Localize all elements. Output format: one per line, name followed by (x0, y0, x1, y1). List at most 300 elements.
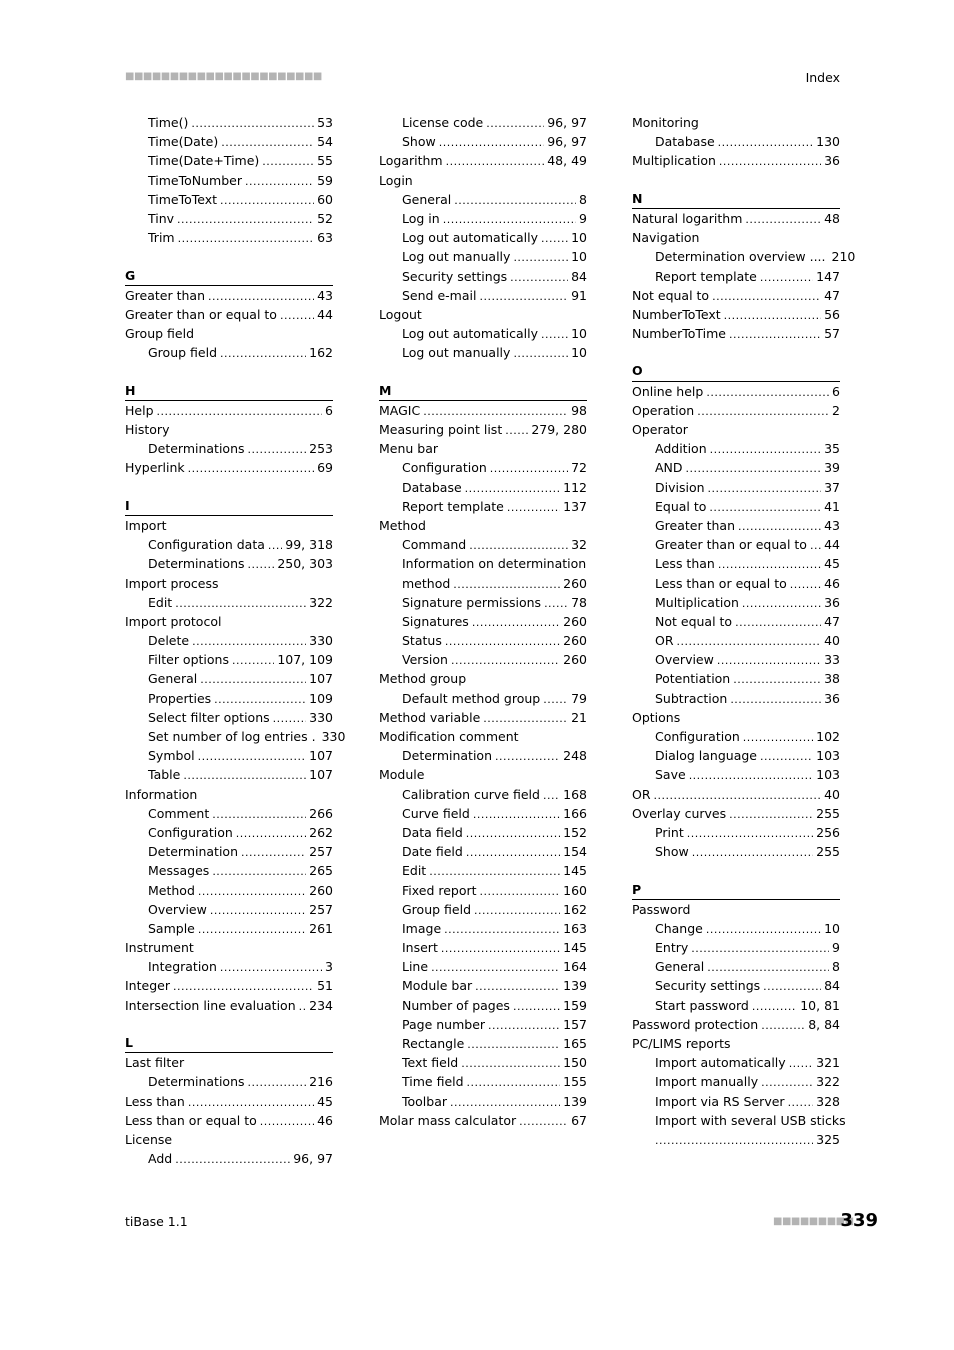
index-entry (125, 612, 333, 631)
index-entry (379, 1015, 587, 1034)
index-entry-label: Addition (655, 441, 707, 457)
index-entry-label: Help (125, 402, 154, 418)
index-entry-page: 9 (832, 940, 840, 956)
index-entry-page: 41 (824, 498, 840, 514)
index-entry (632, 247, 856, 266)
index-entry (379, 401, 587, 420)
index-entry-page: 109 (309, 690, 333, 706)
index-entry-label: Properties (148, 690, 212, 706)
index-entry-page: 162 (309, 345, 333, 361)
leader-dots (220, 191, 314, 210)
index-entry (632, 458, 840, 477)
index-entry-label: Rectangle (402, 1036, 465, 1051)
leader-dots (465, 479, 560, 498)
index-entry-label: TimeToNumber (148, 172, 242, 188)
leader-dots (466, 824, 560, 843)
index-entry (632, 919, 840, 938)
index-entry-page: 10 (824, 920, 840, 936)
leader-dots (212, 862, 306, 881)
header-decoration: ■■■■■■■■■■■■■■■■■■■■■■ (125, 71, 322, 82)
index-entry-page: 155 (563, 1074, 587, 1090)
index-entry-label: Potentiation (655, 671, 731, 687)
index-entry (125, 785, 333, 804)
leader-dots (486, 114, 544, 133)
index-entry-label: TimeToText (148, 191, 218, 207)
index-entry (379, 785, 587, 804)
leader-dots (488, 1016, 560, 1035)
index-entry-label: Group field (402, 901, 472, 917)
index-entry (632, 439, 840, 458)
index-entry-label: Determinations (148, 441, 245, 457)
index-entry-page: 253 (309, 441, 333, 457)
index-entry (379, 976, 587, 995)
leader-dots (729, 805, 813, 824)
index-entry-page: 48, 49 (547, 153, 587, 169)
leader-dots (173, 977, 314, 996)
index-entry (632, 574, 840, 593)
index-entry-page: 279, 280 (531, 422, 587, 437)
leader-dots (687, 824, 813, 843)
leader-dots (208, 287, 314, 306)
leader-dots (260, 1112, 314, 1131)
index-entry (379, 267, 587, 286)
index-column-3 (632, 113, 856, 1149)
leader-dots (469, 536, 568, 555)
leader-dots (543, 786, 560, 805)
index-entry-page: 32 (571, 537, 587, 553)
leader-dots (188, 1093, 314, 1112)
index-entry-page: 57 (824, 326, 840, 342)
index-entry (632, 132, 840, 151)
index-entry-page: 166 (563, 805, 587, 821)
index-entry-label: Measuring point list (379, 422, 503, 437)
index-entry-label: Page number (402, 1016, 486, 1032)
index-entry-page: 35 (824, 441, 840, 457)
index-entry (379, 478, 587, 497)
index-entry (632, 785, 840, 804)
leader-dots (689, 766, 813, 785)
leader-dots (513, 344, 568, 363)
index-entry-label: Logarithm (379, 153, 443, 169)
leader-dots (729, 325, 821, 344)
index-entry (632, 612, 840, 631)
index-entry-label: Tinv (148, 210, 175, 226)
leader-dots (473, 805, 560, 824)
index-entry-label: Options (632, 709, 681, 725)
leader-dots (789, 1054, 813, 1073)
index-entry-label: Equal to (655, 498, 707, 514)
index-entry-label: Status (402, 633, 442, 649)
index-entry-label: Show (402, 134, 436, 150)
leader-dots (677, 632, 822, 651)
index-entry-label: Molar mass calculator (379, 1112, 517, 1128)
index-entry-label: Module (379, 767, 425, 783)
index-entry-page: 9 (579, 210, 587, 226)
index-entry (632, 535, 840, 554)
index-entry (632, 823, 840, 842)
leader-dots (443, 210, 576, 229)
leader-dots (178, 229, 315, 248)
index-entry-label: Hyperlink (125, 460, 185, 476)
leader-dots (475, 977, 560, 996)
index-entry-page: 6 (325, 402, 333, 418)
index-entry (632, 554, 840, 573)
index-section-heading: P (632, 881, 840, 900)
leader-dots (241, 843, 306, 862)
leader-dots (299, 997, 307, 1016)
index-entry (125, 881, 333, 900)
index-entry (379, 228, 587, 247)
leader-dots (709, 498, 821, 517)
index-entry (125, 804, 333, 823)
index-entry (632, 382, 840, 401)
index-entry (125, 324, 333, 343)
index-entry-label: Filter options (148, 652, 229, 668)
index-entry-label: History (125, 422, 170, 437)
index-entry-label: Import automatically (655, 1055, 786, 1071)
index-entry (125, 689, 333, 708)
leader-dots (429, 862, 560, 881)
index-entry-label: Instrument (125, 940, 194, 956)
index-entry-label: Import via RS Server (655, 1093, 785, 1109)
index-entry-label: method (402, 575, 451, 591)
index-entry (125, 593, 333, 612)
leader-dots (735, 613, 821, 632)
index-entry (632, 1111, 846, 1130)
index-entry-page: 322 (309, 594, 333, 610)
index-entry-page: 59 (317, 172, 333, 188)
index-entry-label: Greater than or equal to (125, 306, 277, 322)
index-entry (632, 209, 840, 228)
index-entry-label: Last filter (125, 1055, 185, 1071)
index-entry (125, 861, 333, 880)
index-entry (379, 861, 587, 880)
index-entry (379, 957, 587, 976)
index-entry-label: Change (655, 920, 703, 936)
index-section-heading: M (379, 382, 587, 401)
index-entry (379, 190, 587, 209)
index-entry-page: 37 (824, 479, 840, 495)
leader-dots (177, 210, 314, 229)
index-entry-label: Password (632, 901, 691, 917)
index-entry-label: Method group (379, 671, 467, 687)
index-entry (125, 190, 333, 209)
index-entry-label: Less than (655, 556, 715, 572)
index-entry (379, 765, 587, 784)
index-column-1 (125, 113, 346, 1168)
index-entry-label: License code (402, 115, 484, 130)
index-entry-page: 330 (321, 729, 346, 744)
index-entry-label: Group field (148, 345, 218, 361)
index-entry (632, 842, 840, 861)
index-entry-page: 107, 109 (277, 652, 333, 668)
index-entry-label: Entry (655, 940, 689, 956)
index-entry-label: Security settings (402, 268, 508, 284)
index-entry (125, 919, 333, 938)
index-entry (125, 516, 333, 535)
index-entry (379, 842, 587, 861)
leader-dots (505, 421, 528, 440)
leader-dots (423, 402, 568, 421)
index-entry-page: 84 (824, 978, 840, 994)
index-entry-page: 112 (563, 479, 587, 495)
index-entry-label: Import process (125, 575, 219, 591)
index-entry-label: Integration (148, 959, 217, 975)
index-entry (632, 151, 840, 170)
leader-dots (157, 402, 323, 421)
index-entry (379, 458, 587, 477)
leader-dots (467, 1073, 561, 1092)
index-entry (379, 631, 587, 650)
index-entry-page: 47 (824, 287, 840, 303)
index-entry-label: Less than or equal to (655, 575, 787, 591)
leader-dots (655, 1131, 813, 1150)
index-entry-label: Menu bar (379, 441, 439, 457)
leader-dots (752, 997, 797, 1016)
index-entry (379, 574, 587, 593)
index-entry-page: 84 (571, 268, 587, 284)
index-entry (125, 1130, 333, 1149)
index-entry-label: Sample (148, 920, 195, 936)
leader-dots (248, 1073, 307, 1092)
index-entry-page: 168 (563, 786, 587, 802)
index-entry-page: 48 (824, 210, 840, 226)
index-entry-label: Method (379, 517, 426, 533)
index-entry-page: 36 (824, 690, 840, 706)
leader-dots (742, 594, 821, 613)
index-entry-page: 47 (824, 613, 840, 629)
index-entry-label: Import manually (655, 1074, 759, 1090)
index-entry-page: 265 (309, 863, 333, 879)
index-entry-page: 56 (824, 306, 840, 322)
index-section-heading: O (632, 362, 840, 381)
index-entry (632, 996, 840, 1015)
index-entry-page: 150 (563, 1055, 587, 1071)
index-entry (125, 420, 333, 439)
leader-dots (474, 901, 560, 920)
leader-dots (686, 459, 822, 478)
index-entry (632, 765, 840, 784)
index-entry (632, 1130, 840, 1149)
index-entry (125, 938, 333, 957)
index-entry (379, 535, 587, 554)
index-entry (632, 708, 840, 727)
leader-dots (461, 1054, 560, 1073)
index-entry (379, 132, 587, 151)
index-entry (125, 957, 333, 976)
index-entry (125, 228, 333, 247)
index-entry-label: Overlay curves (632, 805, 727, 821)
index-entry (632, 1092, 840, 1111)
index-entry-page: 98 (571, 402, 587, 418)
index-entry (379, 823, 587, 842)
index-entry-page: 325 (816, 1131, 840, 1147)
index-entry-page: 164 (563, 959, 587, 975)
index-entry (379, 1111, 587, 1130)
index-section-heading: L (125, 1034, 333, 1053)
index-entry-label: Start password (655, 997, 749, 1013)
index-entry-page: 250, 303 (277, 556, 333, 572)
index-entry-page: 8, 84 (808, 1016, 840, 1032)
index-entry-label: Natural logarithm (632, 210, 743, 226)
index-entry-page: 52 (317, 210, 333, 226)
leader-dots (763, 977, 821, 996)
leader-dots (446, 152, 545, 171)
index-entry (125, 708, 333, 727)
index-entry (379, 919, 587, 938)
index-entry-page: 255 (816, 805, 840, 821)
index-entry-label: Trim (148, 230, 175, 246)
index-entry-page: 51 (317, 978, 333, 994)
leader-dots (706, 383, 829, 402)
index-entry-label: Date field (402, 844, 463, 860)
index-entry-page: 107 (309, 748, 333, 764)
index-entry-label: Password protection (632, 1016, 759, 1032)
index-entry-page: 137 (563, 498, 587, 514)
index-entry-label: Data field (402, 824, 463, 840)
index-entry (632, 324, 840, 343)
index-entry-label: Send e-mail (402, 287, 477, 303)
leader-dots (513, 248, 568, 267)
index-entry-page: 330 (309, 709, 333, 725)
index-entry-label: Multiplication (632, 153, 716, 169)
index-entry (125, 1111, 333, 1130)
index-entry-label: Command (402, 537, 467, 553)
index-entry-page: 322 (816, 1074, 840, 1090)
index-entry (125, 823, 333, 842)
index-entry-label: Log in (402, 210, 440, 226)
index-section-heading: G (125, 267, 333, 286)
index-entry-label: Security settings (655, 978, 761, 994)
index-entry (632, 286, 840, 305)
index-entry (125, 976, 333, 995)
index-entry-page: 36 (824, 153, 840, 169)
index-entry-page: 96, 97 (547, 134, 587, 150)
index-entry-label: Log out automatically (402, 230, 538, 246)
index-entry-page: 154 (563, 844, 587, 860)
leader-dots (198, 920, 306, 939)
index-entry-page: 160 (563, 882, 587, 898)
index-entry-page: 96, 97 (547, 115, 587, 130)
index-entry-label: Edit (402, 863, 427, 879)
index-entry (125, 458, 333, 477)
leader-dots (541, 325, 568, 344)
index-entry-label: Intersection line evaluation (125, 997, 296, 1013)
index-entry-page: 260 (563, 613, 587, 629)
index-entry-label: Toolbar (402, 1093, 448, 1109)
index-entry (632, 267, 840, 286)
index-entry-label: Overview (148, 901, 207, 917)
index-entry (632, 1072, 840, 1091)
index-entry-page: 8 (579, 191, 587, 207)
leader-dots (439, 133, 545, 152)
index-entry-page: 45 (824, 556, 840, 572)
index-entry-page: 260 (563, 575, 587, 591)
index-entry (632, 650, 840, 669)
leader-dots (507, 498, 560, 517)
index-entry (379, 900, 587, 919)
index-entry (125, 765, 333, 784)
leader-dots (450, 1093, 560, 1112)
index-entry-page: 147 (816, 268, 840, 284)
leader-dots (760, 747, 813, 766)
index-entry-page: 260 (563, 652, 587, 668)
index-entry-label: Navigation (632, 230, 700, 246)
index-entry-page: 63 (317, 230, 333, 246)
index-entry-label: Time() (148, 115, 189, 130)
index-entry-label: Information (125, 786, 198, 802)
leader-dots (717, 651, 821, 670)
index-entry-page: 67 (571, 1112, 587, 1128)
index-entry-page: 40 (824, 633, 840, 649)
index-entry (632, 113, 840, 132)
index-entry (125, 113, 333, 132)
index-entry-label: Login (379, 172, 413, 188)
leader-dots (710, 440, 821, 459)
leader-dots (198, 882, 306, 901)
index-entry (125, 151, 333, 170)
index-entry (125, 535, 333, 554)
leader-dots (262, 152, 314, 171)
index-entry-page: 46 (317, 1112, 333, 1128)
leader-dots (724, 306, 821, 325)
index-section-heading: H (125, 382, 333, 401)
index-entry-label: General (655, 959, 705, 975)
index-entry-label: Number of pages (402, 997, 510, 1013)
index-entry-label: Not equal to (655, 613, 733, 629)
index-entry-label: Multiplication (655, 594, 739, 610)
index-entry (379, 612, 587, 631)
leader-dots (183, 766, 306, 785)
leader-dots (692, 843, 813, 862)
index-entry-page: 54 (317, 134, 333, 150)
index-entry-page: 165 (563, 1036, 587, 1051)
leader-dots (441, 939, 560, 958)
leader-dots (220, 344, 306, 363)
index-entry-label: Determinations (148, 1074, 245, 1090)
index-entry-page: 261 (309, 920, 333, 936)
index-entry-label: Log out manually (402, 345, 511, 361)
index-entry-page: 248 (563, 748, 587, 764)
leader-dots (761, 1016, 805, 1035)
index-entry (125, 996, 333, 1015)
index-entry-label: Log out automatically (402, 326, 538, 342)
index-entry-label: OR (655, 633, 674, 649)
leader-dots (730, 690, 821, 709)
index-entry-label: Messages (148, 863, 210, 879)
leader-dots (248, 555, 275, 574)
index-entry-page: 139 (563, 1093, 587, 1109)
index-entry (632, 516, 840, 535)
index-entry-label: Method (148, 882, 195, 898)
index-entry-page: 145 (563, 863, 587, 879)
index-entry (125, 1092, 333, 1111)
index-entry-label: Line (402, 959, 429, 975)
index-column-2 (379, 113, 587, 1130)
index-entry (379, 938, 587, 957)
index-entry (632, 900, 840, 919)
index-entry (379, 343, 587, 362)
index-entry-page: 266 (309, 805, 333, 821)
leader-dots (175, 1150, 290, 1169)
index-entry-page: 43 (824, 517, 840, 533)
index-entry-label: Show (655, 844, 689, 860)
leader-dots (691, 939, 829, 958)
index-entry-label: MAGIC (379, 402, 421, 418)
index-entry (632, 1053, 840, 1072)
index-entry (125, 669, 333, 688)
index-entry (125, 132, 333, 151)
